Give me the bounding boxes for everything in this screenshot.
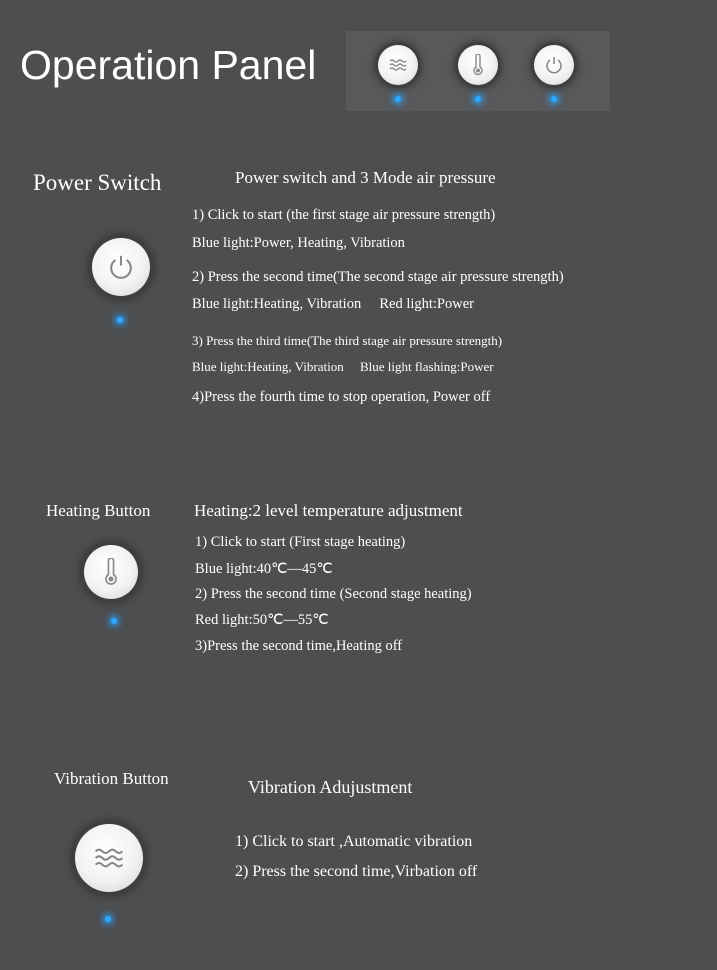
heating-button-label: Heating Button [46,501,151,520]
vibration-button[interactable] [75,824,143,892]
power-instruction: 1) Click to start (the first stage air pressure strength) [192,207,496,223]
power-icon [107,253,135,281]
control-panel-preview [346,31,610,111]
thermometer-icon [103,558,119,586]
power-instruction: Blue light:Heating, Vibration Red light:Power [192,296,474,312]
power-switch-label: Power Switch [33,170,162,195]
page-title: Operation Panel [20,42,317,88]
power-instruction: 3) Press the third time(The third stage air pressure strength) [192,333,503,348]
power-instruction: Blue light:Power, Heating, Vibration [192,235,405,251]
heating-instruction: Blue light:40℃—45℃ [195,561,333,577]
heating-instruction: Red light:50℃—55℃ [195,612,329,628]
vibration-instruction: 2) Press the second time,Virbation off [235,863,478,880]
panel-power-button[interactable] [534,45,574,85]
vibration-instruction: 1) Click to start ,Automatic vibration [235,833,473,850]
vibration-button-label: Vibration Button [54,769,169,788]
power-icon [544,55,564,75]
vibration-icon [389,58,407,72]
power-switch-button[interactable] [92,238,150,296]
heating-button[interactable] [84,545,138,599]
heating-instruction: 1) Click to start (First stage heating) [195,534,406,550]
panel-vibration-button[interactable] [378,45,418,85]
vibration-led [105,916,111,922]
heating-led [475,96,481,102]
power-instruction: 4)Press the fourth time to stop operation, Power off [192,389,491,405]
power-led [551,96,557,102]
power-led [117,317,123,323]
heating-led [111,618,117,624]
vibration-heading: Vibration Adujustment [248,777,413,797]
panel-heating-button[interactable] [458,45,498,85]
heating-heading: Heating:2 level temperature adjustment [194,501,463,520]
power-instruction: 2) Press the second time(The second stage air pressure strength) [192,269,564,285]
heating-instruction: 2) Press the second time (Second stage heating) [195,586,472,602]
thermometer-icon [472,54,484,76]
vibration-led [395,96,401,102]
heating-instruction: 3)Press the second time,Heating off [195,638,403,654]
power-heading: Power switch and 3 Mode air pressure [235,168,496,187]
vibration-icon [94,846,124,870]
power-instruction: Blue light:Heating, Vibration Blue light flashing:Power [192,359,494,374]
